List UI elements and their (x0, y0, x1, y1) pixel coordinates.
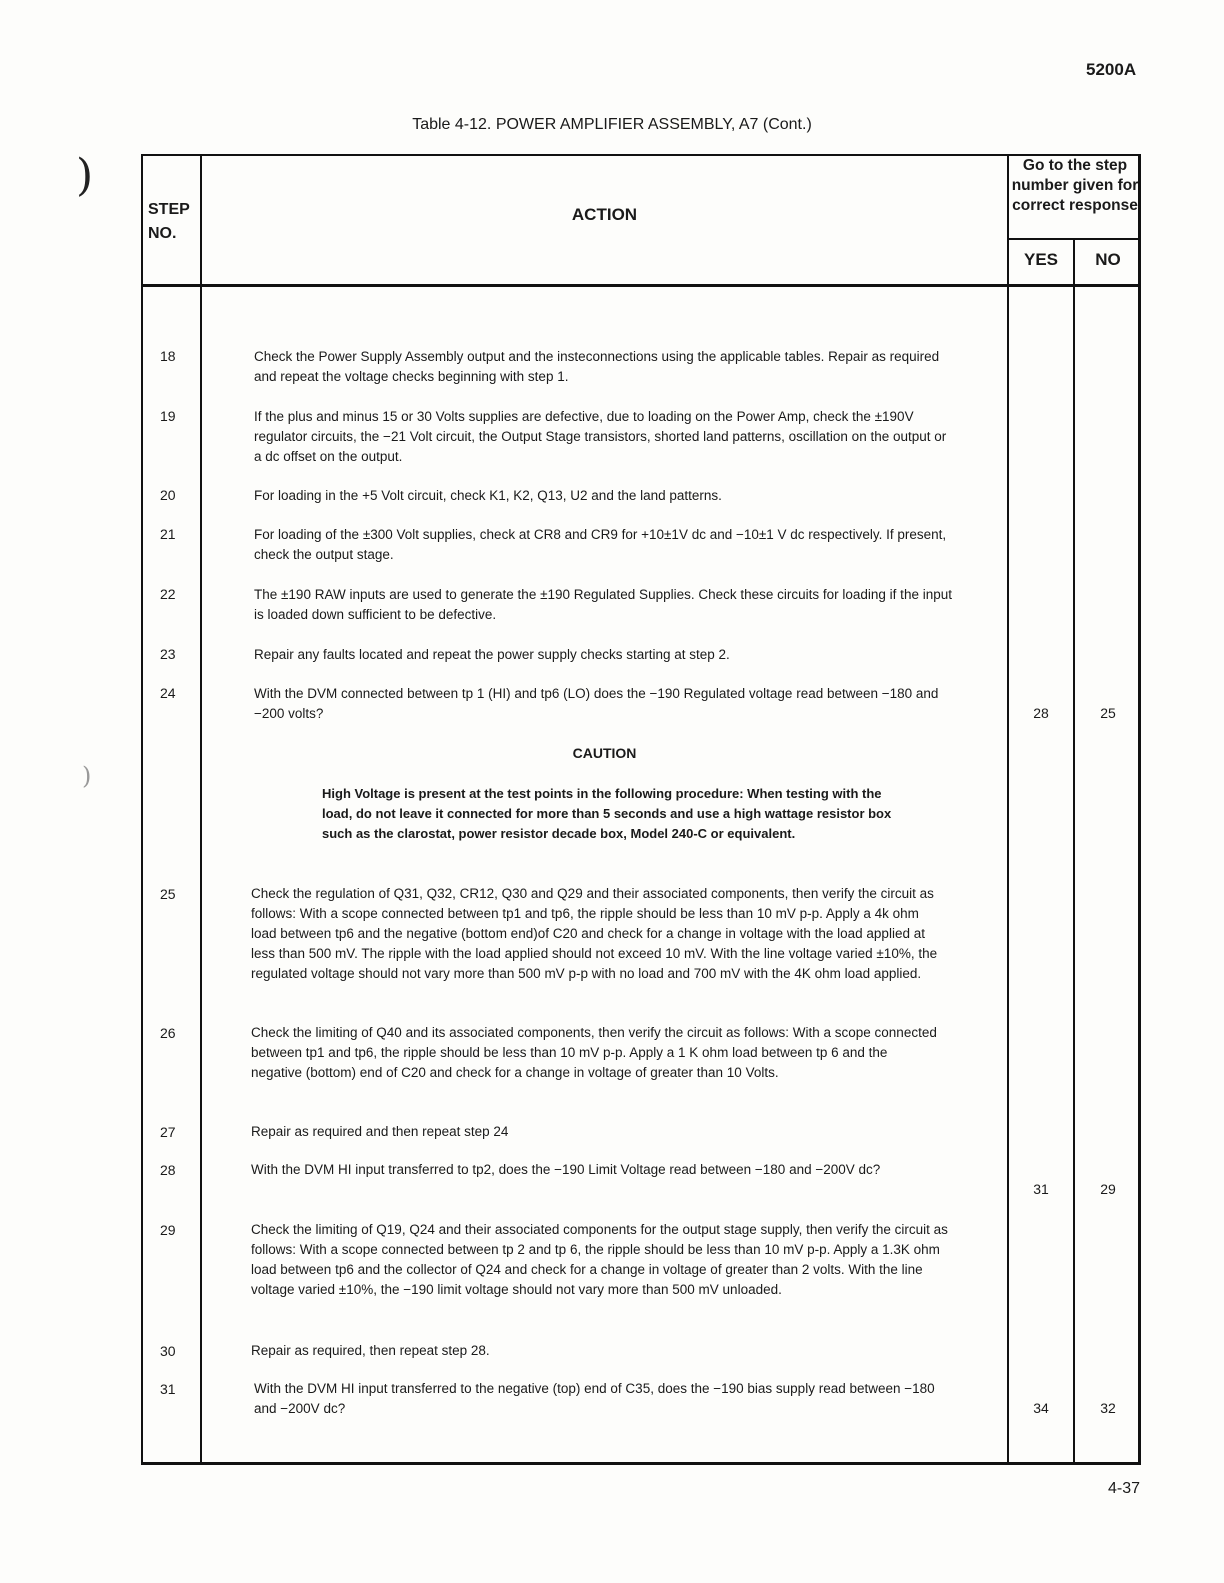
step-number: 18 (160, 348, 176, 364)
model-number: 5200A (1086, 60, 1137, 79)
step-number: 30 (160, 1343, 176, 1359)
no-step: 25 (1100, 705, 1116, 721)
step-number: 31 (160, 1381, 176, 1397)
yes-step: 34 (1033, 1400, 1049, 1416)
no-column-header: NO (1095, 250, 1121, 269)
action-text: If the plus and minus 15 or 30 Volts supplies are defective, due to loading on the Power Amp, check the ±190V regulator circuits, the −21 Volt circuit, the Output Stage transistors, shorted land patterns, oscillation on the output or a dc offset on the output. (254, 409, 947, 464)
caution-text: High Voltage is present at the test points in the following procedure: When testing with the load, do not leave it connected for more than 5 seconds and use a high wattage resistor box such as the clarostat, power resistor decade box, Model 240-C or equivalent. (322, 786, 892, 841)
step-number: 29 (160, 1222, 176, 1238)
action-column-header: ACTION (571, 205, 638, 224)
go-to-column-header: Go to the step number given for correct response (1011, 157, 1139, 214)
header-divider (141, 284, 1141, 287)
header-divider (1007, 238, 1141, 240)
binding-hole-mark: ) (82, 762, 92, 790)
action-text: The ±190 RAW inputs are used to generate the ±190 Regulated Supplies. Check these circuits for loading if the input is loaded down sufficient to be defective. (254, 587, 952, 622)
step-number: 27 (160, 1124, 176, 1140)
step-number: 22 (160, 586, 176, 602)
action-text: Check the limiting of Q19, Q24 and their associated components for the output stage supply, then verify the circuit as follows: With a scope connected between tp 2 and tp 6, the ripple should be less than 10 mV p-p. Apply a 1.3K ohm load between tp6 and the collector of Q24 and check for a change in voltage of greater than 2 volts. With the line voltage varied ±10%, the −190 limit voltage should not vary more than 500 mV unloaded. (251, 1222, 948, 1297)
step-number: 26 (160, 1025, 176, 1041)
step-number: 24 (160, 685, 176, 701)
action-text: With the DVM HI input transferred to the negative (top) end of C35, does the −190 bias supply read between −180 and −200V dc? (254, 1381, 935, 1416)
action-text: Check the regulation of Q31, Q32, CR12, Q30 and Q29 and their associated components, then verify the circuit as follows: With a scope connected between tp1 and tp6, the ripple should be less than 10 mV p-p. Apply a 4k ohm load between tp6 and the negative (bottom end)of C20 and check for a change in voltage with the load applied at less than 500 mV. The ripple with the load applied should not exceed 10 mV. With the line voltage varied ±10%, the regulated voltage should not vary more than 500 mV p-p with no load and 700 mV with the 4K ohm load applied. (251, 886, 938, 981)
table-title: Table 4-12. POWER AMPLIFIER ASSEMBLY, A7 (Cont.) (412, 116, 812, 133)
action-text: Check the Power Supply Assembly output and the insteconnections using the applicable tables. Repair as required and repeat the voltage checks beginning with step 1. (254, 349, 940, 384)
page-number: 4-37 (1108, 1480, 1141, 1497)
step-number: 25 (160, 886, 176, 902)
action-text: Repair as required and then repeat step 24 (251, 1124, 509, 1139)
column-divider (1007, 154, 1009, 1465)
step-number: 19 (160, 408, 176, 424)
step-number: 28 (160, 1162, 176, 1178)
step-column-header: STEP NO. (148, 201, 190, 242)
binding-hole-mark: ) (76, 150, 94, 201)
action-text: Check the limiting of Q40 and its associated components, then verify the circuit as follows: With a scope connected between tp1 and tp6, the ripple should be less than 10 mV p-p. Apply a 1 K ohm load between tp 6 and the negative (bottom) end of C20 and check for a change in voltage of greater than 10 Volts. (251, 1025, 937, 1080)
action-text: Repair as required, then repeat step 28. (251, 1343, 490, 1358)
yes-step: 31 (1033, 1181, 1049, 1197)
action-text: With the DVM HI input transferred to tp2, does the −190 Limit Voltage read between −180 and −200V dc? (251, 1162, 881, 1177)
no-step: 29 (1100, 1181, 1116, 1197)
column-divider (1073, 239, 1075, 1465)
yes-column-header: YES (1023, 250, 1059, 269)
no-step: 32 (1100, 1400, 1116, 1416)
action-text: With the DVM connected between tp 1 (HI) and tp6 (LO) does the −190 Regulated voltage read between −180 and −200 volts? (254, 686, 939, 721)
action-text: For loading in the +5 Volt circuit, check K1, K2, Q13, U2 and the land patterns. (254, 488, 722, 503)
step-number: 23 (160, 646, 176, 662)
step-number: 21 (160, 526, 176, 542)
action-text: Repair any faults located and repeat the power supply checks starting at step 2. (254, 647, 730, 662)
action-text: For loading of the ±300 Volt supplies, check at CR8 and CR9 for +10±1V dc and −10±1 V dc respectively. If present, check the output stage. (254, 527, 947, 562)
step-number: 20 (160, 487, 176, 503)
caution-title: CAUTION (572, 745, 637, 761)
yes-step: 28 (1033, 705, 1049, 721)
column-divider (200, 154, 202, 1465)
